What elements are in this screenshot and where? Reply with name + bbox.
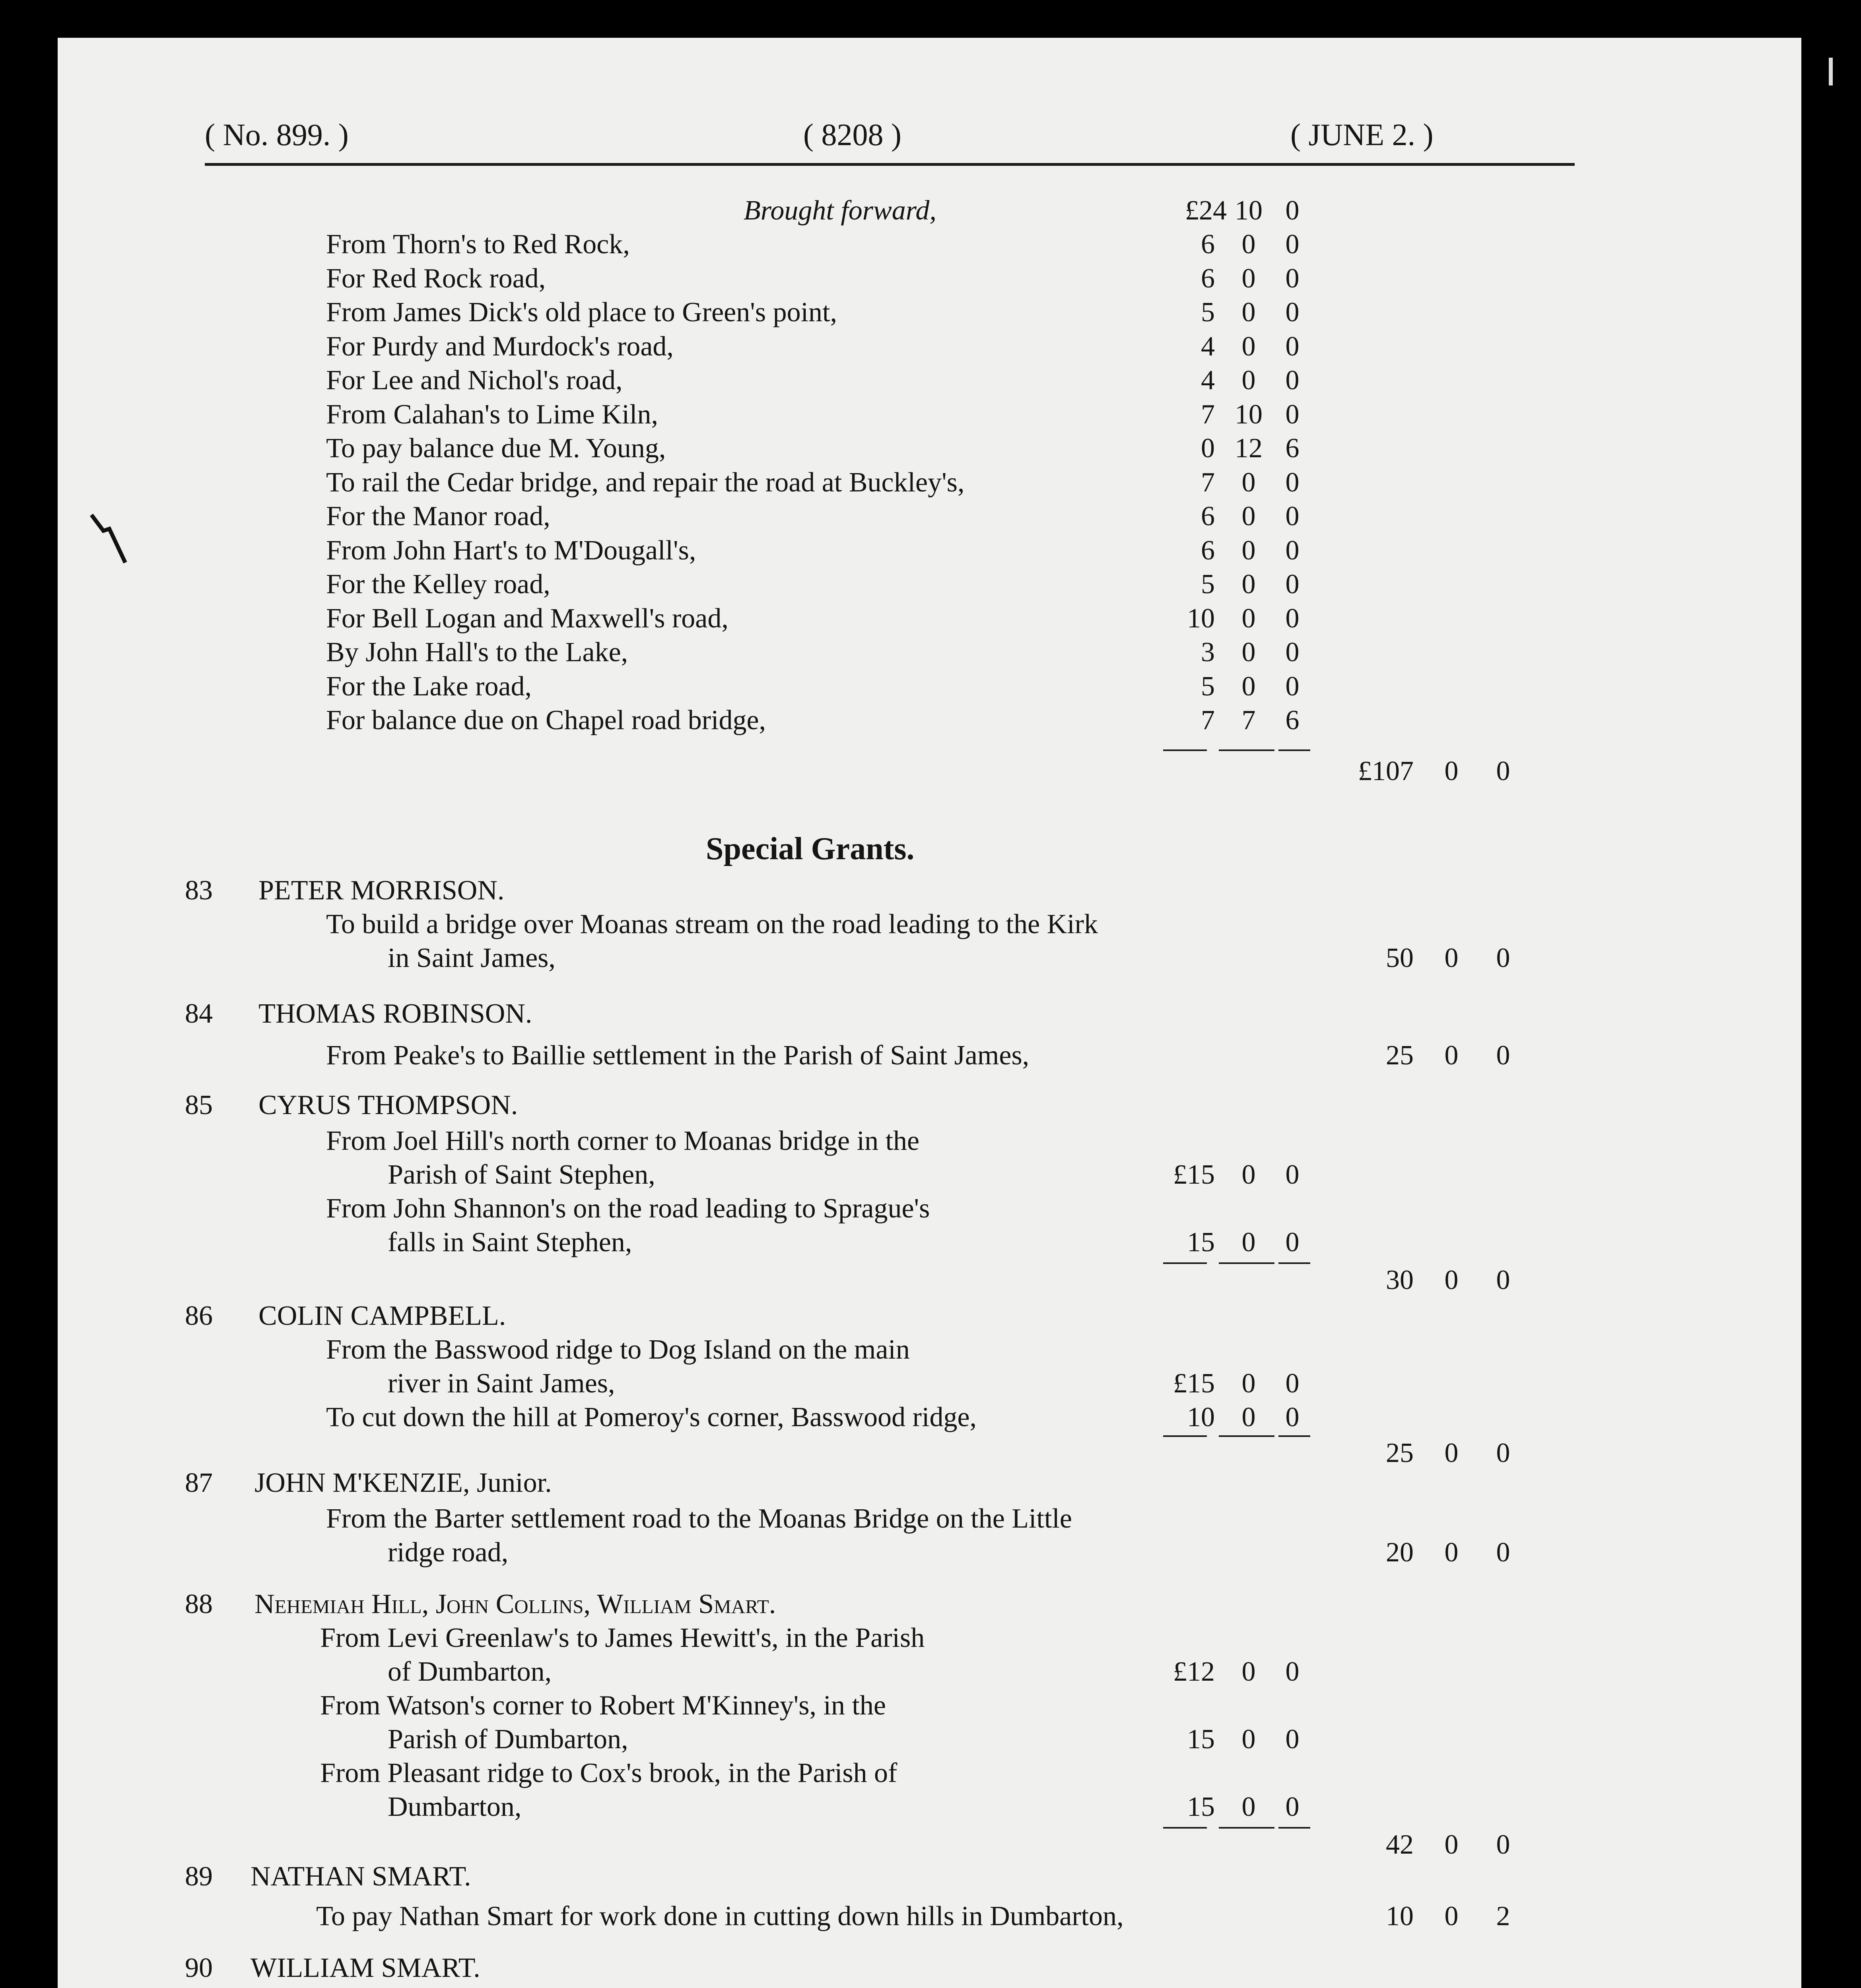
grant-number: 84 — [185, 998, 213, 1029]
item-shillings: 0 — [1241, 1368, 1256, 1399]
grant-number: 90 — [185, 1953, 213, 1983]
page-number: ( 8208 ) — [803, 117, 901, 152]
road-description: For Red Rock road, — [326, 263, 546, 294]
road-shillings: 0 — [1241, 671, 1256, 702]
grant-description: To build a bridge over Moanas stream on the road leading to the Kirk — [326, 909, 1098, 940]
grant-total-shillings: 0 — [1444, 1265, 1459, 1295]
document-page — [58, 38, 1801, 1988]
grant-item: river in Saint James, — [388, 1368, 615, 1399]
road-shillings: 0 — [1241, 229, 1256, 260]
grant-item: From Joel Hill's north corner to Moanas bridge in the — [326, 1126, 920, 1156]
grant-name: CYRUS THOMPSON. — [258, 1090, 518, 1120]
grant-total-pounds: 25 — [1386, 1040, 1414, 1071]
grant-item: From the Basswood ridge to Dog Island on the main — [326, 1334, 910, 1365]
road-shillings: 0 — [1241, 297, 1256, 328]
road-description: To pay balance due M. Young, — [326, 433, 666, 464]
item-pounds: 15 — [1187, 1227, 1215, 1258]
road-pounds: 4 — [1201, 365, 1215, 396]
grant-total-pence: 0 — [1496, 1829, 1510, 1860]
road-pence: 0 — [1285, 501, 1300, 532]
item-pence: 0 — [1285, 1159, 1300, 1190]
grant-number: 89 — [185, 1861, 213, 1892]
road-pence: 0 — [1285, 535, 1300, 566]
item-pence: 0 — [1285, 1368, 1300, 1399]
road-shillings: 0 — [1241, 501, 1256, 532]
item-pounds: £15 — [1173, 1368, 1215, 1399]
road-description: From Calahan's to Lime Kiln, — [326, 399, 659, 430]
brought-forward-pounds: £24 — [1185, 195, 1227, 226]
road-pounds: 5 — [1201, 569, 1215, 600]
road-description: For Purdy and Murdock's road, — [326, 331, 674, 362]
grant-description: ridge road, — [388, 1537, 509, 1568]
roads-total-pounds: £107 — [1358, 756, 1414, 786]
grant-total-shillings: 0 — [1444, 943, 1459, 973]
item-pounds: 15 — [1187, 1792, 1215, 1822]
grant-total-pence: 0 — [1496, 1438, 1510, 1468]
road-pence: 0 — [1285, 229, 1300, 260]
road-pounds: 4 — [1201, 331, 1215, 362]
item-shillings: 0 — [1241, 1227, 1256, 1258]
road-shillings: 0 — [1241, 263, 1256, 294]
sum-rule — [1278, 749, 1310, 751]
grant-item: Parish of Saint Stephen, — [388, 1159, 655, 1190]
grant-item: From John Shannon's on the road leading to Sprague's — [326, 1193, 930, 1224]
grant-total-pounds: 10 — [1386, 1901, 1414, 1932]
grant-description: From the Barter settlement road to the Moanas Bridge on the Little — [326, 1503, 1072, 1534]
grant-name: COLIN CAMPBELL. — [258, 1301, 506, 1331]
sum-rule — [1219, 1435, 1274, 1437]
item-pounds: £15 — [1173, 1159, 1215, 1190]
sum-rule — [1163, 1435, 1207, 1437]
sum-rule — [1278, 1435, 1310, 1437]
brought-forward-shillings: 10 — [1235, 195, 1263, 226]
header-rule — [205, 163, 1575, 166]
grant-total-pence: 0 — [1496, 1040, 1510, 1071]
grant-item: From Levi Greenlaw's to James Hewitt's, in the Parish — [320, 1623, 925, 1653]
section-title: Special Grants. — [706, 831, 915, 866]
road-pence: 6 — [1285, 705, 1300, 736]
grant-name: THOMAS ROBINSON. — [258, 998, 532, 1029]
edge-mark — [1823, 56, 1839, 91]
road-pence: 0 — [1285, 467, 1300, 498]
grant-total-pence: 2 — [1496, 1901, 1510, 1932]
road-pence: 0 — [1285, 603, 1300, 634]
road-pence: 0 — [1285, 365, 1300, 396]
grant-total-pounds: 25 — [1386, 1438, 1414, 1468]
road-pence: 0 — [1285, 637, 1300, 668]
sum-rule — [1278, 1262, 1310, 1264]
road-shillings: 12 — [1235, 433, 1263, 464]
sum-rule — [1219, 749, 1274, 751]
brought-forward-pence: 0 — [1285, 195, 1300, 226]
item-pence: 0 — [1285, 1724, 1300, 1755]
sum-rule — [1219, 1262, 1274, 1264]
margin-mark — [87, 507, 135, 571]
road-description: For the Lake road, — [326, 671, 532, 702]
road-pounds: 0 — [1201, 433, 1215, 464]
roads-total-shillings: 0 — [1444, 756, 1459, 786]
issue-date: ( JUNE 2. ) — [1290, 117, 1434, 152]
grant-item: Parish of Dumbarton, — [388, 1724, 628, 1755]
road-pounds: 7 — [1201, 467, 1215, 498]
road-pence: 0 — [1285, 331, 1300, 362]
item-pounds: 10 — [1187, 1402, 1215, 1433]
road-shillings: 0 — [1241, 603, 1256, 634]
road-pounds: 3 — [1201, 637, 1215, 668]
grant-total-shillings: 0 — [1444, 1829, 1459, 1860]
grant-total-pounds: 42 — [1386, 1829, 1414, 1860]
grant-item: From Pleasant ridge to Cox's brook, in the Parish of — [320, 1758, 897, 1788]
sum-rule — [1278, 1827, 1310, 1829]
grant-number: 86 — [185, 1301, 213, 1331]
item-pence: 0 — [1285, 1656, 1300, 1687]
grant-name: PETER MORRISON. — [258, 875, 505, 906]
grant-item: To cut down the hill at Pomeroy's corner, Basswood ridge, — [326, 1402, 977, 1433]
road-description: To rail the Cedar bridge, and repair the road at Buckley's, — [326, 467, 965, 498]
road-description: For Lee and Nichol's road, — [326, 365, 623, 396]
sum-rule — [1163, 749, 1207, 751]
document-number: ( No. 899. ) — [205, 117, 349, 152]
road-description: For Bell Logan and Maxwell's road, — [326, 603, 728, 634]
grant-name: WILLIAM SMART. — [251, 1953, 480, 1983]
grant-total-pounds: 30 — [1386, 1265, 1414, 1295]
item-shillings: 0 — [1241, 1724, 1256, 1755]
road-shillings: 0 — [1241, 365, 1256, 396]
roads-total-pence: 0 — [1496, 756, 1510, 786]
sum-rule — [1219, 1827, 1274, 1829]
item-shillings: 0 — [1241, 1792, 1256, 1822]
grant-description: From Peake's to Baillie settlement in the Parish of Saint James, — [326, 1040, 1030, 1071]
road-pounds: 7 — [1201, 399, 1215, 430]
grant-number: 85 — [185, 1090, 213, 1120]
grant-name: JOHN M'KENZIE, Junior. — [254, 1468, 552, 1498]
sum-rule — [1163, 1262, 1207, 1264]
road-pence: 0 — [1285, 263, 1300, 294]
item-pounds: £12 — [1173, 1656, 1215, 1687]
road-pounds: 6 — [1201, 263, 1215, 294]
brought-forward-label: Brought forward, — [744, 195, 936, 226]
road-pounds: 6 — [1201, 501, 1215, 532]
item-shillings: 0 — [1241, 1402, 1256, 1433]
road-description: From John Hart's to M'Dougall's, — [326, 535, 696, 566]
grant-description: To pay Nathan Smart for work done in cutting down hills in Dumbarton, — [316, 1901, 1124, 1932]
grant-item: From Watson's corner to Robert M'Kinney's, in the — [320, 1690, 886, 1721]
road-pounds: 10 — [1187, 603, 1215, 634]
item-pounds: 15 — [1187, 1724, 1215, 1755]
item-pence: 0 — [1285, 1402, 1300, 1433]
road-description: For the Manor road, — [326, 501, 550, 532]
grant-total-pounds: 20 — [1386, 1537, 1414, 1568]
grant-total-pounds: 50 — [1386, 943, 1414, 973]
grant-name: NATHAN SMART. — [251, 1861, 471, 1892]
grant-number: 88 — [185, 1589, 213, 1619]
road-shillings: 7 — [1241, 705, 1256, 736]
road-pence: 6 — [1285, 433, 1300, 464]
item-pence: 0 — [1285, 1227, 1300, 1258]
road-shillings: 10 — [1235, 399, 1263, 430]
road-pounds: 6 — [1201, 535, 1215, 566]
grant-total-shillings: 0 — [1444, 1901, 1459, 1932]
road-pence: 0 — [1285, 569, 1300, 600]
road-description: For balance due on Chapel road bridge, — [326, 705, 766, 736]
grant-total-pence: 0 — [1496, 1537, 1510, 1568]
road-description: By John Hall's to the Lake, — [326, 637, 628, 668]
item-shillings: 0 — [1241, 1656, 1256, 1687]
grant-item: Dumbarton, — [388, 1792, 522, 1822]
road-shillings: 0 — [1241, 569, 1256, 600]
grant-total-shillings: 0 — [1444, 1438, 1459, 1468]
grant-total-pence: 0 — [1496, 1265, 1510, 1295]
road-pounds: 6 — [1201, 229, 1215, 260]
road-shillings: 0 — [1241, 535, 1256, 566]
grant-item: of Dumbarton, — [388, 1656, 552, 1687]
grant-description: in Saint James, — [388, 943, 556, 973]
road-shillings: 0 — [1241, 467, 1256, 498]
road-description: For the Kelley road, — [326, 569, 550, 600]
grant-name: Nehemiah Hill, John Collins, William Smart. — [254, 1589, 776, 1619]
grant-total-shillings: 0 — [1444, 1040, 1459, 1071]
grant-total-pence: 0 — [1496, 943, 1510, 973]
road-description: From James Dick's old place to Green's point, — [326, 297, 837, 328]
road-pence: 0 — [1285, 399, 1300, 430]
road-shillings: 0 — [1241, 331, 1256, 362]
item-shillings: 0 — [1241, 1159, 1256, 1190]
road-pence: 0 — [1285, 671, 1300, 702]
road-shillings: 0 — [1241, 637, 1256, 668]
grant-number: 83 — [185, 875, 213, 906]
road-pence: 0 — [1285, 297, 1300, 328]
sum-rule — [1163, 1827, 1207, 1829]
road-description: From Thorn's to Red Rock, — [326, 229, 630, 260]
grant-total-shillings: 0 — [1444, 1537, 1459, 1568]
road-pounds: 5 — [1201, 297, 1215, 328]
grant-number: 87 — [185, 1468, 213, 1498]
grant-item: falls in Saint Stephen, — [388, 1227, 632, 1258]
road-pounds: 7 — [1201, 705, 1215, 736]
item-pence: 0 — [1285, 1792, 1300, 1822]
road-pounds: 5 — [1201, 671, 1215, 702]
